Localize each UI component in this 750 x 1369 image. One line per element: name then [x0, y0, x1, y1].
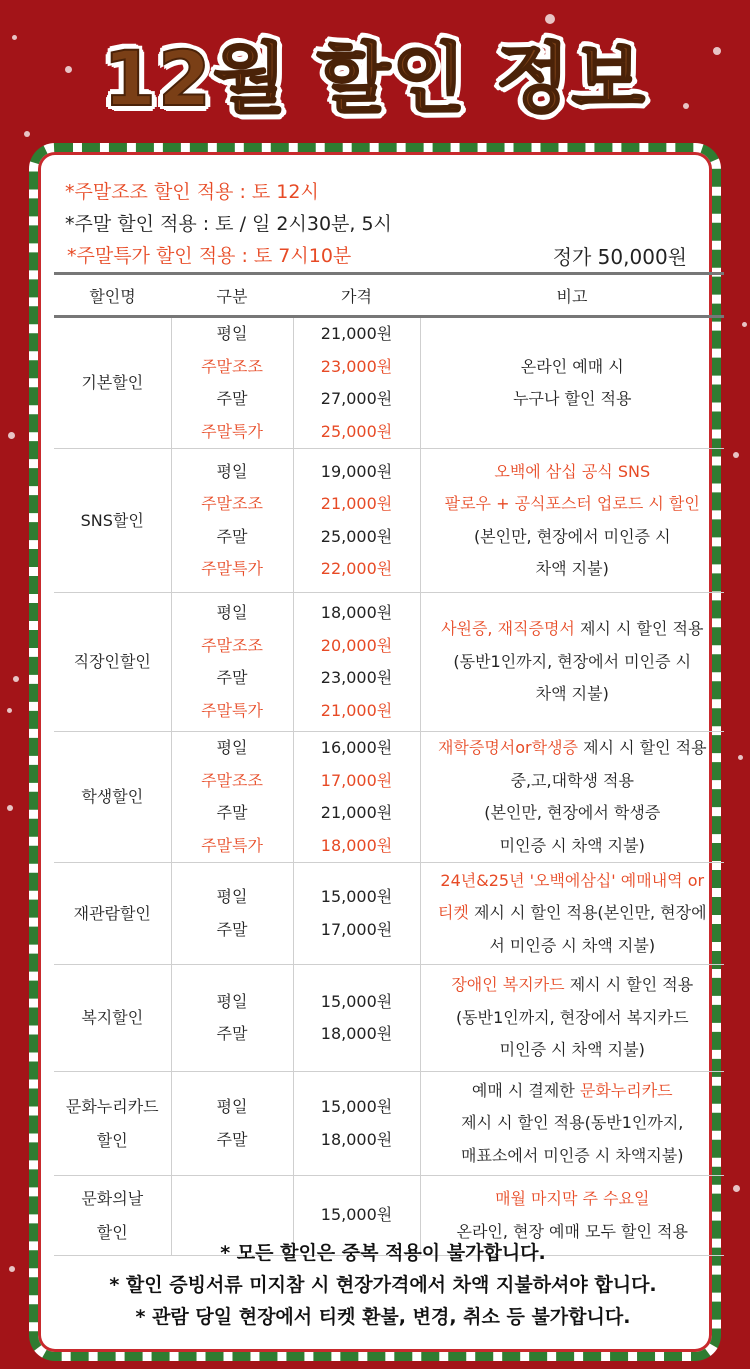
type-label: 주말특가: [201, 700, 263, 720]
type-label: 주말특가: [201, 559, 263, 578]
price-cell: [293, 1072, 420, 1176]
discount-name: SNS할인: [80, 510, 144, 530]
remark-cell: [420, 863, 724, 965]
remark-cell: [420, 449, 724, 593]
price-value: 15,000원: [320, 1205, 393, 1225]
price-value: 15,000원: [320, 1097, 393, 1116]
snow-dot: [8, 432, 15, 439]
remark-line: [421, 351, 725, 384]
table-row: [54, 593, 724, 732]
type-label: 평일: [216, 991, 248, 1011]
remark-text: 미인증 시 차액 지불): [499, 1040, 645, 1060]
price-value: 23,000원: [320, 356, 393, 376]
remark-cell: [420, 732, 724, 863]
table-row: [54, 863, 724, 965]
snow-dot: [13, 676, 19, 682]
header-cell: 가격: [293, 274, 420, 317]
remark-line: [421, 765, 725, 798]
discount-name: 할인: [96, 1222, 128, 1242]
remark-text: 장애인 복지카드: [451, 975, 565, 995]
snow-dot: [24, 131, 30, 137]
type-cell: [171, 863, 293, 965]
price-value: 20,000원: [320, 635, 393, 655]
snow-dot: [7, 708, 12, 713]
remark-line: [421, 646, 725, 679]
type-label: 주말조조: [201, 635, 263, 655]
remark-text: 예매 시 결제한: [471, 1080, 580, 1100]
price-cell: [293, 863, 420, 965]
price-cell: [293, 317, 420, 449]
remark-line: [421, 1140, 725, 1173]
remark-text: 서 미인증 시 차액 지불): [489, 935, 656, 955]
header-cell: 할인명: [54, 274, 171, 317]
discount-name: 문화누리카드: [65, 1096, 159, 1116]
remark-text: 누구나 할인 적용: [513, 389, 632, 408]
header-cell: 비고: [420, 274, 724, 317]
table-row: [54, 449, 724, 593]
remark-text: 차액 지불): [535, 559, 609, 578]
remark-text: 24년&25년 '오백에삼십' 예매내역 or: [440, 870, 705, 890]
remark-line: [421, 865, 725, 898]
remark-line: [421, 1183, 725, 1216]
type-label: 평일: [216, 1097, 248, 1116]
info-card: [29, 143, 721, 1361]
type-label: 주말조조: [201, 770, 263, 790]
table-header-row: [54, 274, 724, 317]
remark-line: [421, 732, 725, 765]
type-label: 평일: [216, 324, 248, 343]
type-label: 주말: [216, 668, 248, 687]
type-cell: [171, 449, 293, 593]
remark-cell: [420, 965, 724, 1072]
remark-text: 매표소에서 미인증 시 차액지불): [461, 1145, 684, 1165]
remark-text: 제시 시 할인 적용(본인만, 현장에: [468, 903, 707, 923]
snow-dot: [738, 755, 743, 760]
type-label: 주말: [216, 803, 248, 822]
remark-text: 제시 시 할인 적용: [574, 619, 704, 639]
price-value: 22,000원: [320, 559, 393, 578]
price-value: 16,000원: [320, 738, 393, 757]
type-cell: [171, 593, 293, 732]
remark-text: 재학증명서or학생증: [437, 738, 578, 757]
price-value: 21,000원: [320, 324, 393, 343]
price-cell: [293, 965, 420, 1072]
discount-name: 할인: [96, 1130, 128, 1150]
type-label: 주말: [216, 526, 248, 546]
type-cell: [171, 1072, 293, 1176]
note-morning: *주말조조 할인 적용 : 토 12시: [65, 181, 319, 203]
discount-name-cell: [54, 863, 171, 965]
title-area: [0, 18, 750, 127]
discount-name: 직장인할인: [73, 652, 151, 671]
discount-name-cell: [54, 1072, 171, 1176]
note-special: *주말특가 할인 적용 : 토 7시10분: [67, 245, 352, 267]
remark-cell: [420, 593, 724, 732]
remark-line: [421, 1107, 725, 1140]
discount-name: 기본할인: [81, 373, 144, 392]
type-label: 주말: [216, 389, 248, 408]
price-value: 17,000원: [320, 919, 393, 939]
price-value: 18,000원: [320, 603, 393, 622]
remark-line: [421, 613, 725, 646]
note-weekend: *주말 할인 적용 : 토 / 일 2시30분, 5시: [65, 213, 392, 235]
remark-text: 온라인 예매 시: [520, 356, 624, 376]
price-cell: [293, 593, 420, 732]
remark-text: 온라인, 현장 예매 모두 할인 적용: [456, 1221, 688, 1241]
footer-note-1: * 모든 할인은 중복 적용이 불가합니다.: [220, 1242, 546, 1264]
type-label: 주말: [216, 1024, 248, 1043]
remark-line: [421, 521, 725, 554]
remark-text: (본인만, 현장에서 학생증: [484, 803, 661, 822]
remark-line: [421, 553, 725, 586]
table-row: [54, 317, 724, 449]
remark-line: [421, 830, 725, 863]
card-body: [47, 161, 707, 1343]
remark-text: 미인증 시 차액 지불): [499, 835, 645, 855]
discount-name-cell: [54, 732, 171, 863]
price-value: 21,000원: [320, 494, 393, 513]
remark-text: 팔로우 + 공식포스터 업로드 시 할인: [444, 494, 700, 513]
remark-text: 문화누리카드: [579, 1080, 673, 1100]
discount-name-cell: [54, 965, 171, 1072]
type-label: 평일: [216, 887, 248, 906]
snow-dot: [7, 805, 13, 811]
type-cell: [171, 965, 293, 1072]
table-row: [54, 1072, 724, 1176]
snow-dot: [9, 1266, 15, 1272]
type-label: 주말: [216, 919, 248, 939]
type-label: 주말특가: [201, 421, 263, 441]
price-value: 18,000원: [320, 835, 393, 855]
remark-text: 중,고,대학생 적용: [510, 770, 634, 790]
price-value: 25,000원: [320, 421, 393, 441]
remark-text: 매월 마지막 주 수요일: [495, 1189, 650, 1208]
remark-line: [421, 678, 725, 711]
price-value: 23,000원: [320, 668, 393, 687]
header-cell: 구분: [171, 274, 293, 317]
type-label: 주말조조: [201, 494, 263, 513]
remark-text: (본인만, 현장에서 미인증 시: [473, 526, 671, 546]
page-title: 12월 할인 정보: [103, 34, 647, 123]
remark-line: [421, 1002, 725, 1035]
remark-text: 사원증, 재직증명서: [441, 619, 575, 639]
price-value: 17,000원: [320, 770, 393, 790]
price-value: 21,000원: [320, 700, 393, 720]
remark-text: 오백에 삼십 공식 SNS: [494, 461, 651, 481]
type-cell: [171, 732, 293, 863]
price-value: 15,000원: [320, 887, 393, 906]
type-label: 평일: [216, 461, 248, 481]
discount-name: 학생할인: [81, 787, 144, 806]
discount-name: 복지할인: [81, 1008, 144, 1027]
remark-text: 제시 시 할인 적용(동반1인까지,: [461, 1113, 684, 1133]
type-label: 평일: [216, 603, 248, 622]
discount-name: 문화의날: [81, 1188, 144, 1208]
remark-line: [421, 897, 725, 930]
price-cell: [293, 732, 420, 863]
price-value: 27,000원: [320, 389, 393, 408]
remark-line: [421, 1034, 725, 1067]
table-row: [54, 732, 724, 863]
snow-dot: [733, 452, 739, 458]
remark-text: 제시 시 할인 적용: [577, 738, 707, 757]
remark-line: [421, 797, 725, 830]
discount-table: [54, 272, 724, 1256]
footer-note-2: * 할인 증빙서류 미지참 시 현장가격에서 차액 지불하셔야 합니다.: [109, 1274, 657, 1296]
remark-cell: [420, 317, 724, 449]
remark-line: [421, 383, 725, 416]
remark-line: [421, 1075, 725, 1108]
remark-text: (동반1인까지, 현장에서 복지카드: [455, 1007, 689, 1027]
remark-text: 차액 지불): [535, 684, 609, 704]
type-label: 주말: [216, 1129, 248, 1149]
price-value: 21,000원: [320, 803, 393, 822]
discount-name-cell: [54, 449, 171, 593]
discount-name: 재관람할인: [73, 903, 151, 923]
type-label: 평일: [216, 738, 248, 757]
discount-name-cell: [54, 593, 171, 732]
remark-text: (동반1인까지, 현장에서 미인증 시: [453, 651, 692, 671]
footer-note-3: * 관람 당일 현장에서 티켓 환불, 변경, 취소 등 불가합니다.: [135, 1306, 631, 1328]
table-row: [54, 965, 724, 1072]
remark-cell: [420, 1072, 724, 1176]
price-value: 15,000원: [320, 991, 393, 1011]
discount-name-cell: [54, 317, 171, 449]
base-price: 정가 50,000원: [552, 245, 687, 269]
remark-line: [421, 930, 725, 963]
type-label: 주말조조: [201, 356, 263, 376]
price-value: 18,000원: [320, 1024, 393, 1043]
snow-dot: [733, 1185, 740, 1192]
type-label: 주말특가: [201, 835, 263, 855]
remark-line: [421, 456, 725, 489]
remark-text: 티켓: [437, 903, 469, 923]
snow-dot: [742, 322, 747, 327]
price-value: 19,000원: [320, 461, 393, 481]
type-cell: [171, 317, 293, 449]
remark-line: [421, 488, 725, 521]
remark-line: [421, 969, 725, 1002]
price-cell: [293, 449, 420, 593]
price-value: 18,000원: [320, 1129, 393, 1149]
price-value: 25,000원: [320, 526, 393, 546]
remark-text: 제시 시 할인 적용: [564, 975, 694, 995]
